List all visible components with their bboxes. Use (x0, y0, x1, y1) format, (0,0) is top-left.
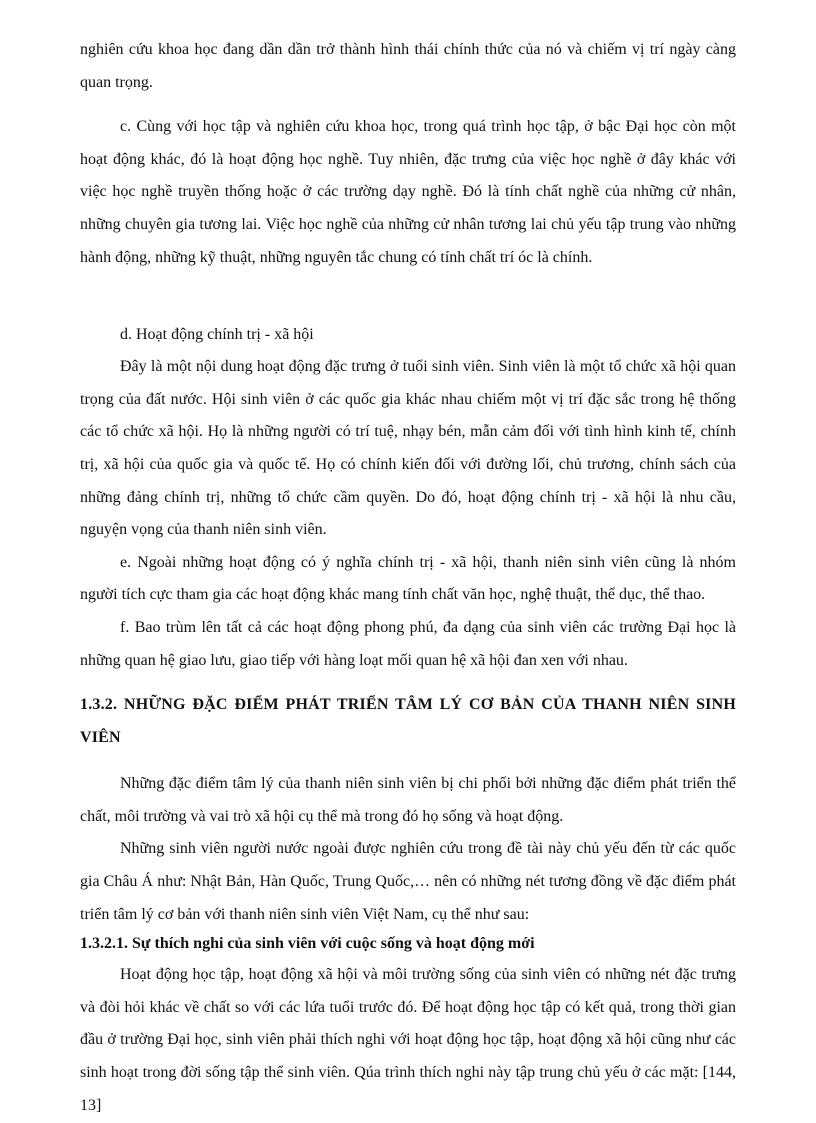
subsection-heading: 1.3.2.1. Sự thích nghi của sinh viên với cuộc sống và hoạt động mới (80, 935, 535, 953)
paragraph-foreign-students: Những sinh viên người nước ngoài được nghiên cứu trong đề tài này chủ yếu đến từ các quốc gia Châu Á như: Nhật Bản, Hàn Quốc, Trung Quốc,… nên có những nét tương đồng về đặc điểm phát triển tâm lý cơ bản với thanh niên sinh viên Việt Nam, cụ thể như sau: (80, 840, 736, 923)
paragraph-d-body: Đây là một nội dung hoạt động đặc trưng ở tuổi sinh viên. Sinh viên là một tổ chức xã hội quan trọng của đất nước. Hội sinh viên ở các quốc gia khác nhau chiếm một vị trí đặc sắc trong hệ thống các tổ chức xã hội. Họ là những người có trí tuệ, nhạy bén, mẫn cảm đối với tình hình kinh tế, chính trị, xã hội của quốc gia và quốc tế. Họ có chính kiến đối với đường lối, chủ trương, chính sách của những đảng chính trị, những tổ chức cầm quyền. Do đó, hoạt động chính trị - xã hội là nhu cầu, nguyện vọng của thanh niên sinh viên. (80, 358, 736, 539)
paragraph-c: c. Cùng với học tập và nghiên cứu khoa học, trong quá trình học tập, ở bậc Đại học còn một hoạt động khác, đó là hoạt động học nghề. Tuy nhiên, đặc trưng của việc học nghề ở đây khác với việc học nghề truyền thống hoặc ở các trường dạy nghề. Đó là tính chất nghề của những cử nhân, những chuyên gia tương lai. Việc học nghề của những cử nhân tương lai chủ yếu tập trung vào những hành động, những kỹ thuật, những nguyên tắc chung có tính chất trí óc là chính. (80, 118, 736, 266)
paragraph-f: f. Bao trùm lên tất cả các hoạt động phong phú, đa dạng của sinh viên các trường Đại học là những quan hệ giao lưu, giao tiếp với hàng loạt mối quan hệ xã hội đan xen với nhau. (80, 618, 736, 669)
paragraph-d-title: d. Hoạt động chính trị - xã hội (120, 326, 314, 344)
paragraph-continuation: nghiên cứu khoa học đang dần dần trở thành hình thái chính thức của nó và chiếm vị trí ngày càng quan trọng. (80, 41, 736, 91)
blank-space (80, 274, 736, 322)
paragraph-characteristics: Những đặc điểm tâm lý của thanh niên sinh viên bị chi phối bởi những đặc điểm phát triển thể chất, môi trường và vai trò xã hội cụ thể mà trong đó họ sống và hoạt động. (80, 775, 736, 825)
paragraph-adaptation: Hoạt động học tập, hoạt động xã hội và môi trường sống của sinh viên có những nét đặc trưng và đòi hỏi khác về chất so với các lứa tuổi trước đó. Để hoạt động học tập có kết quả, trong thời gian đầu ở trường Đại học, sinh viên phải thích nghi với hoạt động học tập, hoạt động xã hội cũng như các sinh hoạt trong đời sống tập thể sinh viên. Qúa trình thích nghi này tập trung chủ yếu ở các mặt: [144, 13] (80, 966, 736, 1114)
paragraph-e: e. Ngoài những hoạt động có ý nghĩa chính trị - xã hội, thanh niên sinh viên cũng là nhóm người tích cực tham gia các hoạt động khác mang tính chất văn học, nghệ thuật, thể dục, thể thao. (80, 553, 736, 604)
section-heading: 1.3.2. NHỮNG ĐẶC ĐIỂM PHÁT TRIỂN TÂM LÝ CƠ BẢN CỦA THANH NIÊN SINH VIÊN (80, 696, 736, 746)
document-page (80, 34, 736, 1122)
